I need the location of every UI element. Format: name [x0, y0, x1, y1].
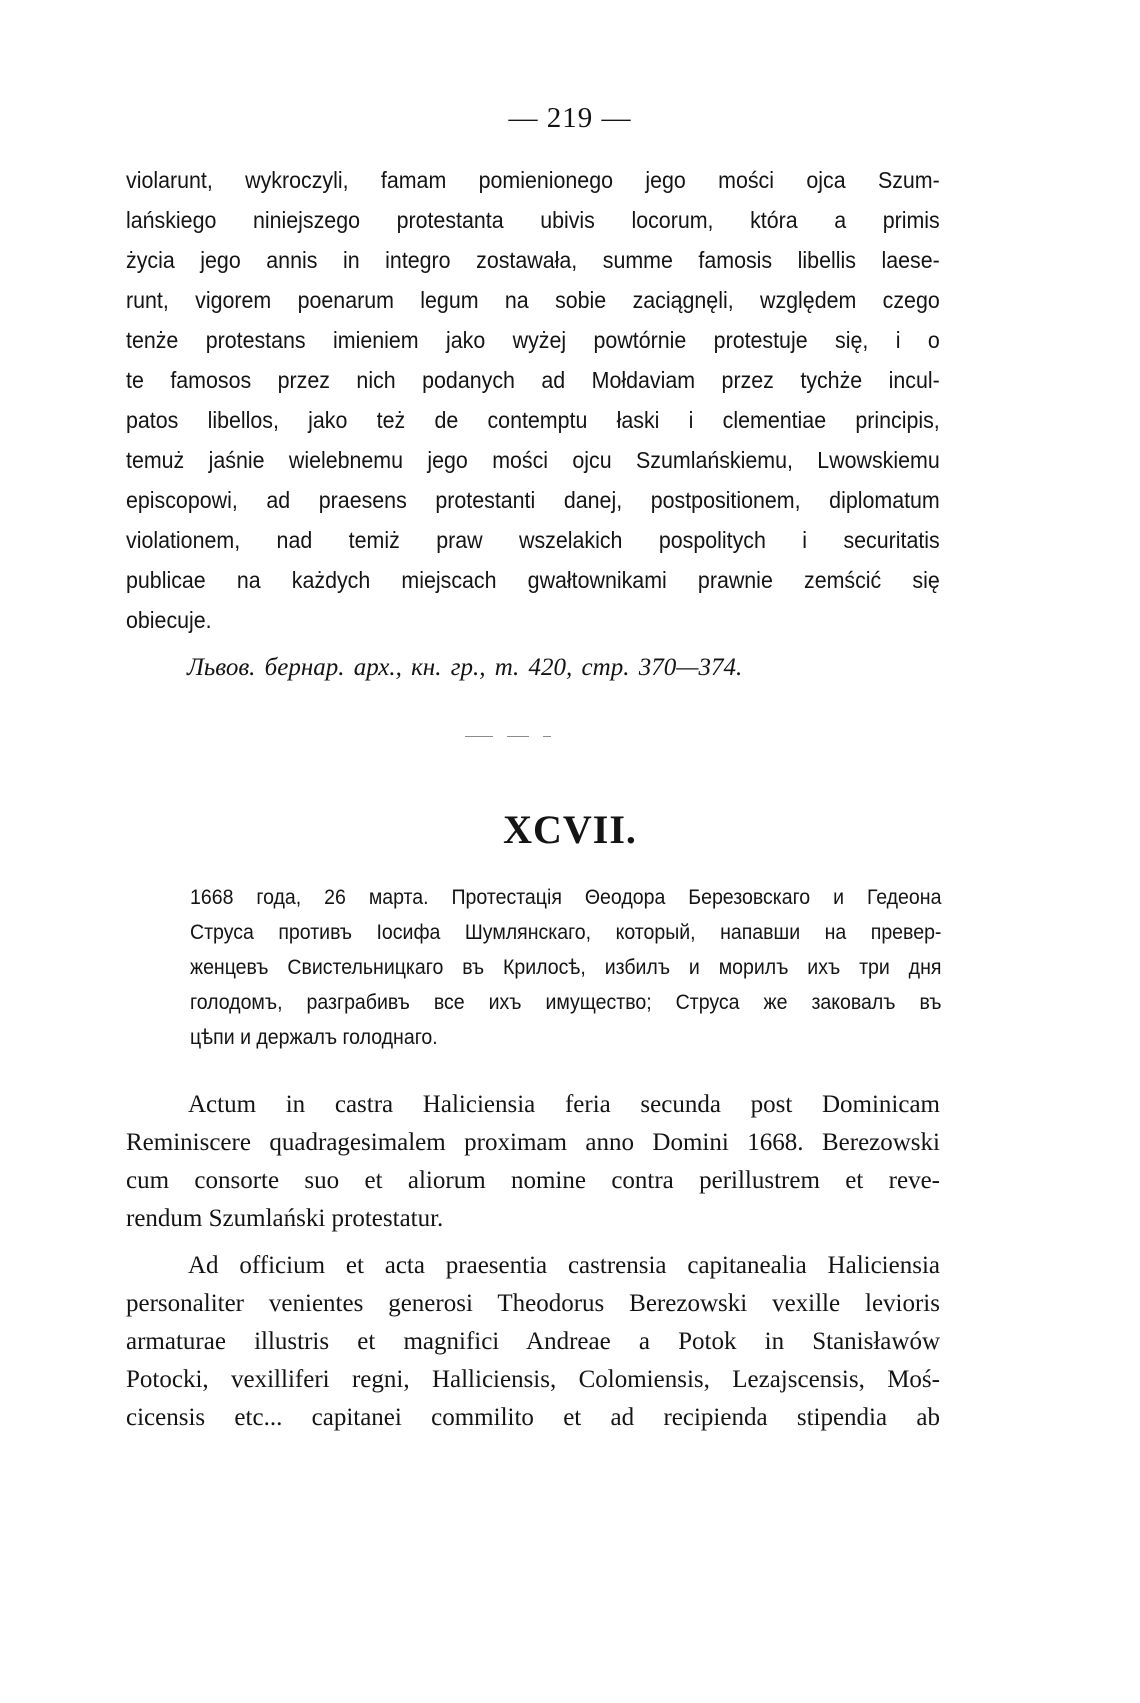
text-line: lańskiego niniejszego protestanta ubivis locorum, która a primis	[126, 207, 940, 233]
text-line: Reminiscere quadragesimalem proximam anno Domini 1668. Berezowski	[126, 1129, 940, 1156]
paragraph-actum	[126, 1086, 940, 1238]
text-line: te famosos przez nich podanych ad Mołdaviam przez tychże incul-	[126, 367, 940, 393]
text-line: patos libellos, jako też de contemptu łaski i clementiae principis,	[126, 407, 940, 433]
page-number: — 219 —	[508, 102, 632, 134]
text-line: cum consorte suo et aliorum nomine contra perillustrem et reve-	[126, 1167, 940, 1194]
text-line: personaliter venientes generosi Theodorus Berezowski vexille levioris	[126, 1290, 940, 1317]
document-number-heading: XCVII.	[503, 807, 637, 852]
summary-line: цѣпи и держалъ голоднаго.	[190, 1026, 438, 1049]
text-line: runt, vigorem poenarum legum na sobie zaciągnęli, względem czego	[126, 287, 940, 313]
text-line: violationem, nad temiż praw wszelakich pospolitych i securitatis	[126, 527, 940, 553]
paragraph-ad-officium	[126, 1247, 940, 1437]
document-summary	[190, 880, 942, 1055]
text-line: Actum in castra Haliciensia feria secunda post Dominicam	[188, 1091, 940, 1118]
archive-source-citation: Львов. бернар. арх., кн. гр., т. 420, стр. 370—374.	[187, 654, 743, 681]
section-separator	[465, 736, 589, 738]
text-line: życia jego annis in integro zostawała, summe famosis libellis laese-	[126, 247, 940, 273]
text-line: armaturae illustris et magnifici Andreae a Potok in Stanisławów	[126, 1328, 940, 1355]
paragraph-polish-latin	[126, 160, 940, 640]
text-line: temuż jaśnie wielebnemu jego mości ojcu Szumlańskiemu, Lwowskiemu	[126, 447, 940, 473]
text-line: rendum Szumlański protestatur.	[126, 1205, 444, 1232]
text-line: episcopowi, ad praesens protestanti danej, postpositionem, diplomatum	[126, 487, 940, 513]
summary-line: женцевъ Свистельницкаго въ Крилосѣ, избилъ и морилъ ихъ три дня	[190, 956, 942, 979]
text-line: Ad officium et acta praesentia castrensia capitanealia Haliciensia	[188, 1252, 940, 1279]
text-line: obiecuje.	[126, 607, 212, 633]
summary-line: 1668 года, 26 марта. Протестація Θеодора Березовскаго и Гедеона	[190, 886, 942, 909]
summary-line: Струса противъ Іосифа Шумлянскаго, который, напавши на превер-	[190, 921, 942, 944]
summary-line: голодомъ, разграбивъ все ихъ имущество; Струса же заковалъ въ	[190, 991, 942, 1014]
text-line: publicae na każdych miejscach gwałtownikami prawnie zemścić się	[126, 567, 940, 593]
text-line: cicensis etc... capitanei commilito et ad recipienda stipendia ab	[126, 1404, 940, 1431]
text-line: tenże protestans imieniem jako wyżej powtórnie protestuje się, i o	[126, 327, 940, 353]
text-line: violarunt, wykroczyli, famam pomienionego jego mości ojca Szum-	[126, 167, 940, 193]
text-line: Potocki, vexilliferi regni, Halliciensis, Colomiensis, Lezajscensis, Moś-	[126, 1366, 940, 1393]
